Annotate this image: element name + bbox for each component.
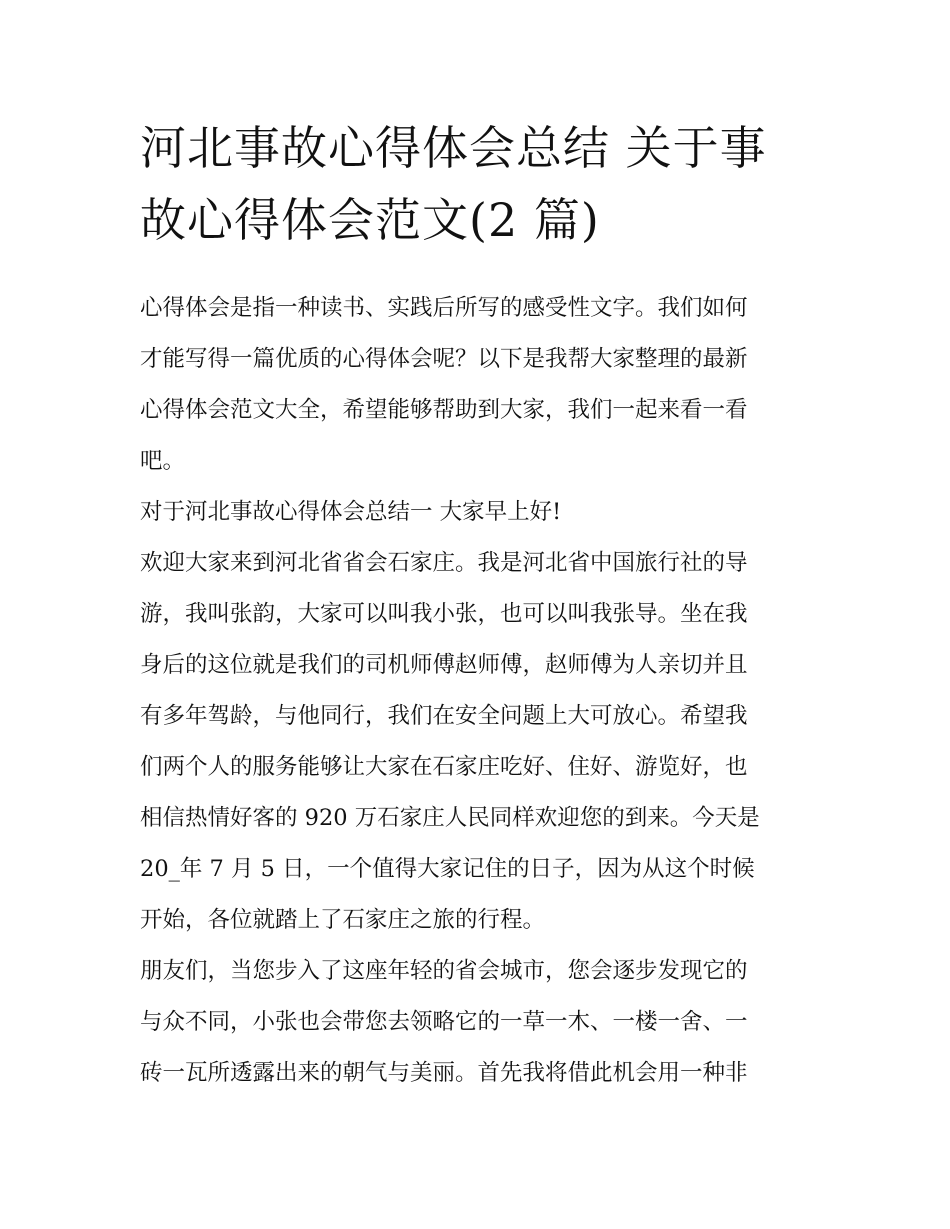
title-line-1: 河北事故心得体会总结 关于事 bbox=[140, 121, 767, 175]
friends-paragraph bbox=[140, 946, 820, 1099]
welcome-paragraph bbox=[140, 538, 820, 946]
text-line: 游，我叫张韵，大家可以叫我小张，也可以叫我张导。坐在我 bbox=[140, 601, 748, 627]
text-line: 有多年驾龄，与他同行，我们在安全问题上大可放心。希望我 bbox=[140, 703, 748, 729]
text-line: 们两个人的服务能够让大家在石家庄吃好、住好、游览好，也 bbox=[140, 754, 748, 780]
text-line: 与众不同，小张也会带您去领略它的一草一木、一楼一舍、一 bbox=[140, 1009, 748, 1035]
text-line: 才能写得一篇优质的心得体会呢？以下是我帮大家整理的最新 bbox=[140, 346, 748, 372]
text-line: 身后的这位就是我们的司机师傅赵师傅，赵师傅为人亲切并且 bbox=[140, 652, 748, 678]
text-line: 20_年 7 月 5 日，一个值得大家记住的日子，因为从这个时候 bbox=[140, 856, 755, 882]
document-title bbox=[140, 112, 820, 256]
text-line: 对于河北事故心得体会总结一 大家早上好! bbox=[140, 499, 562, 525]
text-line: 开始，各位就踏上了石家庄之旅的行程。 bbox=[140, 907, 546, 933]
intro-paragraph bbox=[140, 283, 820, 487]
title-line-2: 故心得体会范文(2 篇) bbox=[140, 193, 600, 247]
document-body bbox=[140, 283, 820, 1099]
text-line: 朋友们，当您步入了这座年轻的省会城市，您会逐步发现它的 bbox=[140, 958, 748, 984]
text-line: 心得体会是指一种读书、实践后所写的感受性文字。我们如何 bbox=[140, 295, 748, 321]
section-heading-paragraph bbox=[140, 487, 820, 538]
text-line: 相信热情好客的 920 万石家庄人民同样欢迎您的到来。今天是 bbox=[140, 805, 760, 831]
text-line: 吧。 bbox=[140, 448, 186, 474]
text-line: 心得体会范文大全，希望能够帮助到大家，我们一起来看一看 bbox=[140, 397, 748, 423]
text-line: 砖一瓦所透露出来的朝气与美丽。首先我将借此机会用一种非 bbox=[140, 1060, 748, 1086]
text-line: 欢迎大家来到河北省省会石家庄。我是河北省中国旅行社的导 bbox=[140, 550, 748, 576]
